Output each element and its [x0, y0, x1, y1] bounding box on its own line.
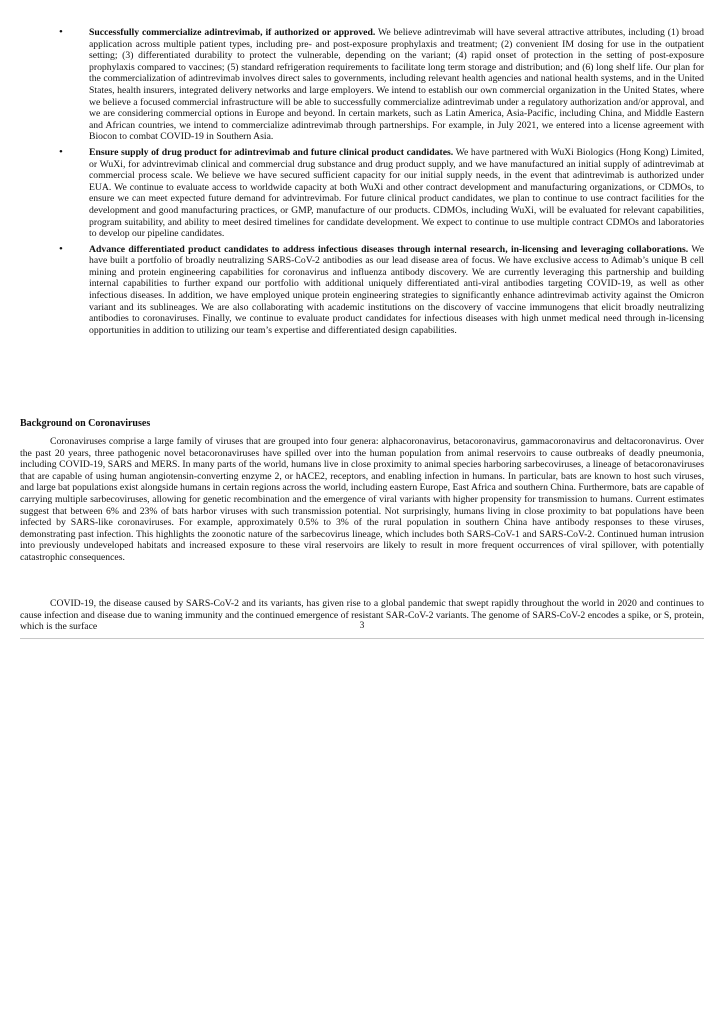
bullet-body: We have built a portfolio of broadly neutralizing SARS-CoV-2 antibodies as our lead disease area of focus. We have exclusive access to Adimab’s unique B cell mining and protein engineering capabilities for coronavirus and influenza antibody discovery. We are currently leveraging this partnership and building internal capabilities to further expand our portfolio with additional uniquely differentiated anti-viral antibodies targeting COVID-19, as well as other infectious diseases. In addition, we have employed unique protein engineering strategies to significantly enhance adintrevimab activity against the Omicron variant and its sublineages. We are also collaborating with academic institutions on the discovery of vaccine immunogens that elicit broadly neutralizing antibodies to coronaviruses. Finally, we continue to evaluate product candidates for infectious diseases with high unmet medical need through in-licensing opportunities in addition to utilizing our team’s expertise and differentiated design capabilities.: [89, 243, 705, 336]
bullet-title: Ensure supply of drug product for adintrevimab and future clinical product candidates.: [89, 146, 454, 158]
paragraph-coronaviruses: Coronaviruses comprise a large family of viruses that are grouped into four genera: alphacoronavirus, betacoronavirus, gammacoronavirus and deltacoronavirus. Over the past 20 years, three pathogenic novel betacoronaviruses have spilled over into the human population from animal reservoirs to cause outbreaks of deadly pneumonia, including COVID-19, SARS and MERS. In many parts of the world, humans live in close proximity to animal species harboring sarbecoviruses, a lineage of betacoronaviruses that are capable of using human angiotensin-converting enzyme 2, or hACE2, receptors, and enabling infection in humans. In particular, bats are known to host such viruses, and large bat populations exist alongside humans in certain regions across the world, including eastern Europe, East Africa and southern China. Furthermore, bats are capable of carrying multiple sarbecoviruses, allowing for genetic recombination and the emergence of viral variants with higher propensity for transmission to humans. Current estimates suggest that between 6% and 23% of bats harbor viruses with such transmission potential. Not surprisingly, humans living in close proximity to bat populations have been infected by SARS-like coronaviruses. For example, approximately 0.5% to 3% of the rural population in southern China have antibody responses to these viruses, demonstrating past infection. This highlights the zoonotic nature of the sarbecovirus lineage, which includes both SARS-CoV-1 and SARS-CoV-2. Continued human intrusion into previously undeveloped habitats and increased exposure to these viral reservoirs are likely to result in more frequent occurrences of viral spillover, with potentially catastrophic consequences.: [20, 436, 704, 563]
bullet-body: We have partnered with WuXi Biologics (Hong Kong) Limited, or WuXi, for advintrevimab clinical and commercial drug substance and drug product supply, and we have manufactured an initial supply of adintrevimab at commercial process scale. We believe we have secured sufficient capacity for our initial supply needs, in the event that adintrevimab is authorized under EUA. We continue to evaluate access to worldwide capacity at both WuXi and other contract development and manufacturing organizations, or CDMOs, to ensure we can meet expected future demand for advintrevimab. For future clinical product candidates, we plan to continue to use contract facilities for the development and good manufacturing practices, or GMP, manufacture of our products. CDMOs, including WuXi, will be evaluated for relevant capabilities, program suitability, and ability to meet desired timelines for candidate development. We expect to continue to use multiple contract CDMOs and laboratories to develop our pipeline candidates.: [89, 146, 704, 240]
bullet-dot-icon: •: [59, 242, 63, 255]
bullet-dot-icon: •: [59, 145, 63, 158]
bullet-body: We believe adintrevimab will have several attractive attributes, including (1) broad application across multiple patient types, including pre- and post-exposure prophylaxis and treatment; (2) convenient IM dosing for use in the outpatient setting; (3) differentiated durability to protect the vulnerable, depending on the variant; (4) rapid onset of protection in the setting of post-exposure prophylaxis compared to vaccines; (5) standard refrigeration requirements to facilitate long term storage and distribution; and (6) long shelf life. Our plan for the commercialization of adintrevimab involves direct sales to governments, including relevant health agencies and national health systems, and in the United States, health insurers, integrated delivery networks and large employers. We intend to establish our own commercial organization in the United States, where we believe a focused commercial infrastructure will be able to successfully commercialize adintrevimab under a regulatory authorization and/or approval, and we are considering commercial options in Europe and beyond. In certain markets, such as Latin America, Asia-Pacific, including China, and Middle Eastern and African countries, we intend to commercialize adintrevimab through partnerships. For example, in July 2021, we entered into a license agreement with Biocon to combat COVID-19 in Southern Asia.: [89, 27, 704, 143]
bullet-item-commercialize: [0, 27, 724, 143]
bullet-title: Successfully commercialize adintrevimab, if authorized or approved.: [89, 27, 376, 38]
bullet-dot-icon: •: [59, 26, 63, 38]
bullet-item-advance: [0, 244, 724, 337]
page-divider: [20, 638, 704, 639]
strategy-bullet-list: [0, 27, 724, 340]
section-heading: Background on Coronaviruses: [20, 418, 151, 429]
bullet-item-supply: [0, 147, 724, 240]
page-number: 3: [359, 621, 365, 631]
bullet-title: Advance differentiated product candidates to address infectious diseases through internal research, in-licensing and leveraging collaborations.: [89, 243, 689, 255]
paragraph-covid19: COVID-19, the disease caused by SARS-CoV-2 and its variants, has given rise to a global pandemic that swept rapidly throughout the world in 2020 and continues to cause infection and disease due to waning immunity and the continued emergence of resistant SAR-CoV-2 variants. The genome of SARS-CoV-2 encodes a spike, or S, protein, which is the surface: [20, 598, 704, 633]
